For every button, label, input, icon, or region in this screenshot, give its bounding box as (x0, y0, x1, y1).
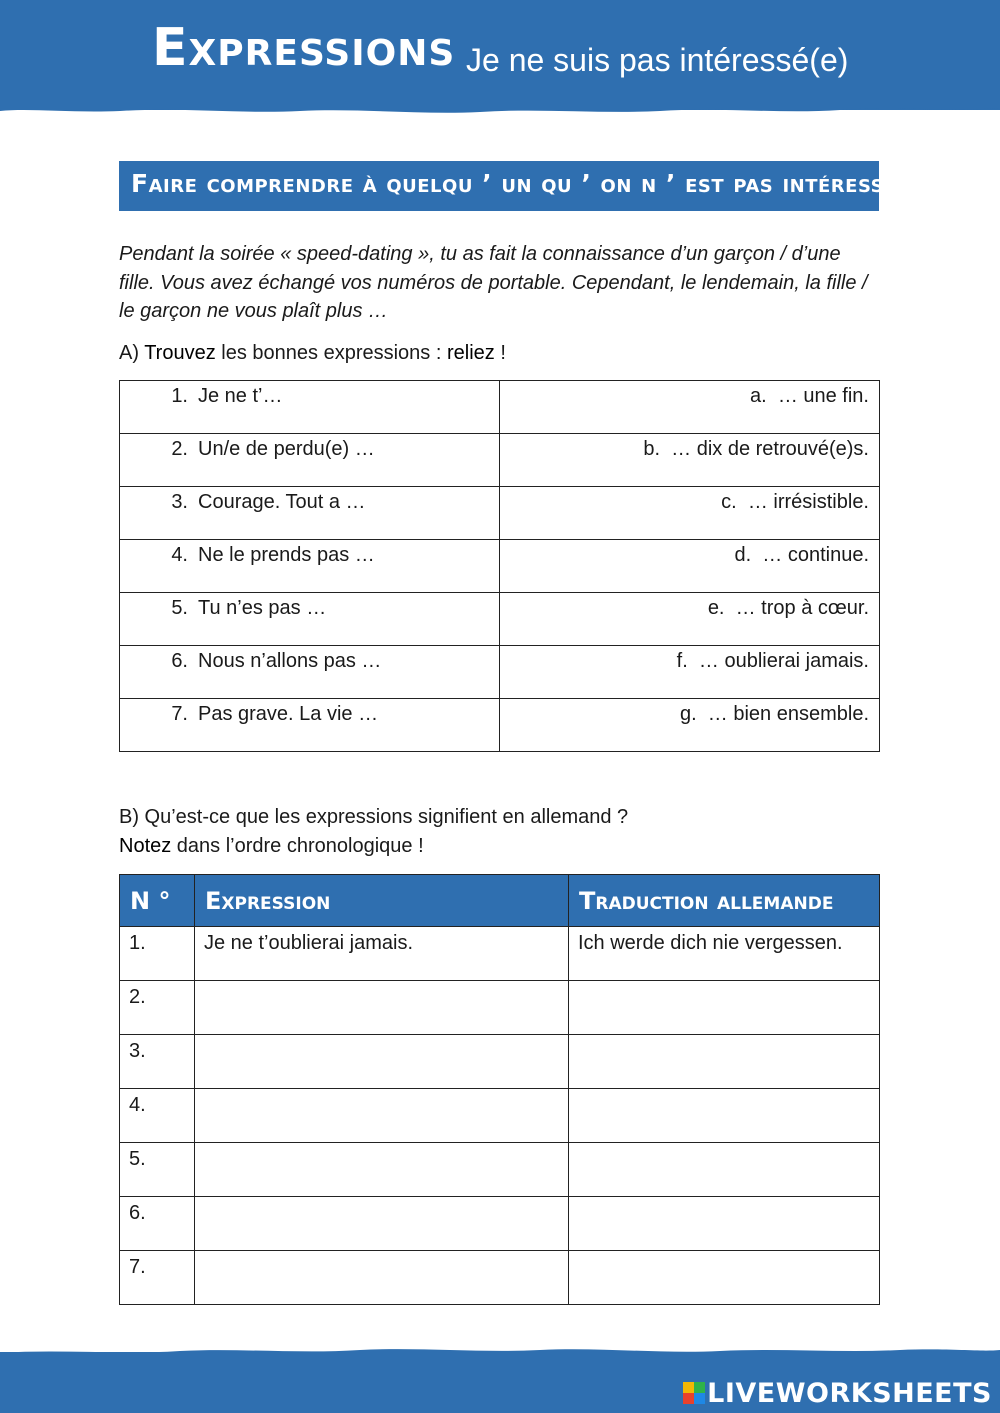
page-subtitle: Je ne suis pas intéressé(e) (466, 42, 849, 78)
matching-left-cell[interactable] (120, 434, 500, 487)
brand-text: LIVEWORKSHEETS (707, 1377, 992, 1409)
matching-right-cell[interactable] (500, 487, 880, 540)
matching-left-text: Je ne t’… (198, 385, 283, 407)
matching-row (120, 593, 880, 646)
translation-number-cell: 5. (120, 1143, 195, 1197)
translation-table-header-row (120, 875, 880, 927)
part-b-verb-notez: Notez (119, 834, 172, 857)
matching-row (120, 699, 880, 752)
matching-left-text: Pas grave. La vie … (198, 703, 379, 725)
translation-expression-cell[interactable] (195, 981, 569, 1035)
header-brush-edge (0, 102, 1000, 116)
translation-row (120, 1035, 880, 1089)
matching-right-text: … dix de retrouvé(e)s. (671, 438, 869, 460)
matching-left-number: 3. (171, 491, 188, 513)
translation-number-cell: 6. (120, 1197, 195, 1251)
matching-left-number: 2. (171, 438, 188, 460)
matching-left-number: 5. (171, 597, 188, 619)
matching-right-cell[interactable] (500, 540, 880, 593)
matching-left-text: Ne le prends pas … (198, 544, 375, 566)
part-a-middle: les bonnes expressions : (215, 342, 447, 364)
translation-german-cell[interactable] (569, 1251, 880, 1305)
matching-left-text: Tu n’es pas … (198, 597, 327, 619)
part-a-verb-trouvez: Trouvez (144, 342, 216, 364)
translation-german-cell[interactable] (569, 1143, 880, 1197)
matching-right-letter: f. (676, 650, 688, 672)
part-a-suffix: ! (494, 342, 506, 364)
header-number: N ° (120, 875, 195, 927)
translation-expression-cell[interactable] (195, 1143, 569, 1197)
matching-right-cell[interactable] (500, 646, 880, 699)
logo-tile-i (694, 1382, 705, 1393)
translation-number-cell: 4. (120, 1089, 195, 1143)
translation-number-cell: 3. (120, 1035, 195, 1089)
translation-row (120, 1197, 880, 1251)
translation-german-cell[interactable]: Ich werde dich nie vergessen. (569, 927, 880, 981)
matching-left-number: 4. (171, 544, 188, 566)
translation-expression-cell[interactable] (195, 1089, 569, 1143)
translation-row (120, 1251, 880, 1305)
matching-left-number: 1. (171, 385, 188, 407)
header-expression: Expression (195, 875, 569, 927)
footer-brush-edge (0, 1347, 1000, 1359)
translation-row (120, 927, 880, 981)
matching-right-letter: g. (679, 703, 697, 725)
matching-left-text: Un/e de perdu(e) … (198, 438, 375, 460)
part-b-line2 (119, 832, 628, 861)
matching-right-text: … oublierai jamais. (698, 650, 869, 672)
matching-right-letter: b. (643, 438, 661, 460)
translation-expression-cell[interactable] (195, 1251, 569, 1305)
matching-left-cell[interactable] (120, 381, 500, 434)
matching-row (120, 646, 880, 699)
translation-table (119, 874, 880, 1305)
matching-left-text: Nous n’allons pas … (198, 650, 382, 672)
matching-right-text: … trop à cœur. (735, 597, 869, 619)
matching-right-cell[interactable] (500, 381, 880, 434)
translation-number-cell: 2. (120, 981, 195, 1035)
liveworksheets-logo-icon (683, 1382, 705, 1404)
translation-number-cell: 7. (120, 1251, 195, 1305)
matching-right-text: … continue. (762, 544, 869, 566)
matching-right-letter: d. (734, 544, 752, 566)
part-a-instruction (119, 339, 506, 368)
part-b-instruction (119, 803, 628, 860)
logo-tile-v (683, 1393, 694, 1404)
matching-right-letter: e. (707, 597, 725, 619)
matching-left-text: Courage. Tout a … (198, 491, 366, 513)
matching-right-letter: a. (750, 385, 767, 407)
translation-expression-cell[interactable] (195, 1035, 569, 1089)
translation-german-cell[interactable] (569, 981, 880, 1035)
matching-right-letter: c. (721, 491, 737, 513)
page-title: Expressions (152, 18, 456, 78)
intro-paragraph: Pendant la soirée « speed-dating », tu as fait la connaissance d’un garçon / d’une fille. Vous avez échangé vos numéros de portable. Cependant, le lendemain, la fille / le garçon ne vous plaît plus … (119, 243, 868, 322)
matching-row (120, 381, 880, 434)
translation-expression-cell[interactable]: Je ne t’oublierai jamais. (195, 927, 569, 981)
matching-left-number: 6. (171, 650, 188, 672)
part-b-line2-rest: dans l’ordre chronologique ! (171, 834, 424, 857)
section-banner: Faire comprendre à quelqu ’ un qu ’ on n ’ est pas intéressé( e) (119, 161, 879, 211)
matching-row (120, 540, 880, 593)
matching-right-cell[interactable] (500, 434, 880, 487)
matching-left-cell[interactable] (120, 540, 500, 593)
part-a-verb-reliez: reliez (446, 342, 495, 364)
part-a-prefix: A) (119, 342, 145, 364)
matching-table (119, 380, 880, 752)
header-translation: Traduction allemande (569, 875, 880, 927)
matching-left-cell[interactable] (120, 646, 500, 699)
translation-expression-cell[interactable] (195, 1197, 569, 1251)
matching-left-cell[interactable] (120, 487, 500, 540)
logo-tile-e (694, 1393, 705, 1404)
part-b-line1: B) Qu’est-ce que les expressions signifient en allemand ? (119, 806, 629, 828)
header-band (0, 0, 1000, 110)
matching-left-number: 7. (171, 703, 188, 725)
translation-german-cell[interactable] (569, 1197, 880, 1251)
matching-right-cell[interactable] (500, 593, 880, 646)
logo-tile-l (683, 1382, 694, 1393)
translation-row (120, 981, 880, 1035)
matching-row (120, 434, 880, 487)
translation-german-cell[interactable] (569, 1035, 880, 1089)
matching-right-text: … une fin. (777, 385, 869, 407)
matching-right-text: … bien ensemble. (707, 703, 869, 725)
matching-row (120, 487, 880, 540)
matching-left-cell[interactable] (120, 699, 500, 752)
matching-right-text: … irrésistible. (747, 491, 869, 513)
translation-row (120, 1143, 880, 1197)
matching-left-cell[interactable] (120, 593, 500, 646)
translation-number-cell: 1. (120, 927, 195, 981)
translation-german-cell[interactable] (569, 1089, 880, 1143)
translation-row (120, 1089, 880, 1143)
matching-right-cell[interactable] (500, 699, 880, 752)
liveworksheets-brand[interactable] (683, 1378, 992, 1408)
